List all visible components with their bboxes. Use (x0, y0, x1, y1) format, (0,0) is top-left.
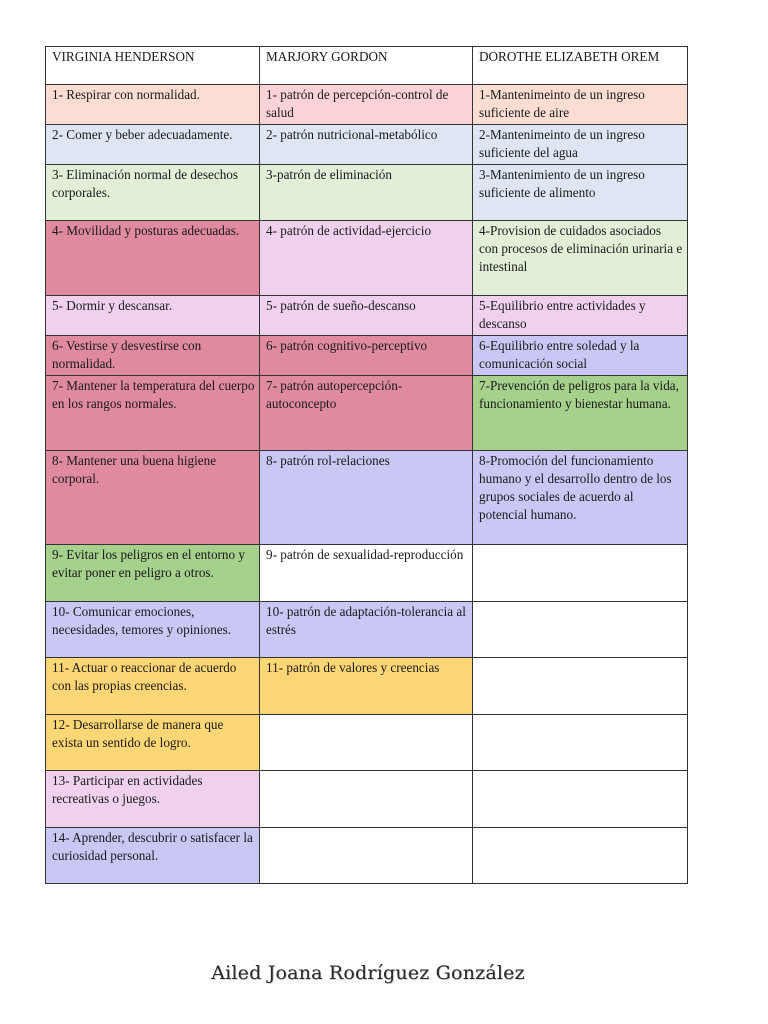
henderson-need-4: 4- Movilidad y posturas adecuadas. (46, 221, 260, 296)
table-row (46, 165, 688, 221)
table-row (46, 771, 688, 828)
henderson-need-1: 1- Respirar con normalidad. (46, 85, 260, 125)
author-signature: Ailed Joana Rodríguez González (211, 962, 525, 984)
gordon-pattern-11: 11- patrón de valores y creencias (260, 658, 473, 715)
table-row (46, 545, 688, 602)
henderson-need-9: 9- Evitar los peligros en el entorno y evitar poner en peligro a otros. (46, 545, 260, 602)
gordon-empty-cell (260, 715, 473, 771)
gordon-pattern-10: 10- patrón de adaptación-tolerancia al estrés (260, 602, 473, 658)
henderson-need-5: 5- Dormir y descansar. (46, 296, 260, 336)
table-row (46, 828, 688, 884)
orem-empty-cell (473, 658, 688, 715)
orem-requisite-3: 3-Mantenimiento de un ingreso suficiente de alimento (473, 165, 688, 221)
orem-empty-cell (473, 715, 688, 771)
table-header-row (46, 47, 688, 85)
orem-empty-cell (473, 545, 688, 602)
gordon-empty-cell (260, 828, 473, 884)
gordon-pattern-3: 3-patrón de eliminación (260, 165, 473, 221)
henderson-need-10: 10- Comunicar emociones, necesidades, temores y opiniones. (46, 602, 260, 658)
table-row (46, 602, 688, 658)
orem-empty-cell (473, 771, 688, 828)
henderson-need-3: 3- Eliminación normal de desechos corporales. (46, 165, 260, 221)
orem-requisite-6: 6-Equilibrio entre soledad y la comunicación social (473, 336, 688, 376)
gordon-pattern-7: 7- patrón autopercepción-autoconcepto (260, 376, 473, 451)
orem-empty-cell (473, 828, 688, 884)
table-row (46, 125, 688, 165)
gordon-pattern-4: 4- patrón de actividad-ejercicio (260, 221, 473, 296)
gordon-pattern-5: 5- patrón de sueño-descanso (260, 296, 473, 336)
table-row (46, 376, 688, 451)
header-gordon: MARJORY GORDON (260, 47, 473, 85)
gordon-pattern-8: 8- patrón rol-relaciones (260, 451, 473, 545)
comparison-table (45, 46, 688, 884)
gordon-pattern-6: 6- patrón cognitivo-perceptivo (260, 336, 473, 376)
orem-requisite-1: 1-Mantenimeinto de un ingreso suficiente de aire (473, 85, 688, 125)
henderson-need-11: 11- Actuar o reaccionar de acuerdo con las propias creencias. (46, 658, 260, 715)
orem-requisite-7: 7-Prevención de peligros para la vida, funcionamiento y bienestar humana. (473, 376, 688, 451)
henderson-need-6: 6- Vestirse y desvestirse con normalidad. (46, 336, 260, 376)
table-row (46, 715, 688, 771)
table-row (46, 296, 688, 336)
orem-requisite-2: 2-Mantenimeinto de un ingreso suficiente del agua (473, 125, 688, 165)
henderson-need-14: 14- Aprender, descubrir o satisfacer la curiosidad personal. (46, 828, 260, 884)
orem-requisite-5: 5-Equilibrio entre actividades y descanso (473, 296, 688, 336)
header-henderson: VIRGINIA HENDERSON (46, 47, 260, 85)
orem-requisite-4: 4-Provision de cuidados asociados con procesos de eliminación urinaria e intestinal (473, 221, 688, 296)
gordon-empty-cell (260, 771, 473, 828)
gordon-pattern-9: 9- patrón de sexualidad-reproducción (260, 545, 473, 602)
henderson-need-12: 12- Desarrollarse de manera que exista un sentido de logro. (46, 715, 260, 771)
table-row (46, 451, 688, 545)
table-row (46, 221, 688, 296)
header-orem: DOROTHE ELIZABETH OREM (473, 47, 688, 85)
table-row (46, 85, 688, 125)
henderson-need-13: 13- Participar en actividades recreativas o juegos. (46, 771, 260, 828)
orem-empty-cell (473, 602, 688, 658)
table-row (46, 658, 688, 715)
table-row (46, 336, 688, 376)
gordon-pattern-1: 1- patrón de percepción-control de salud (260, 85, 473, 125)
henderson-need-8: 8- Mantener una buena higiene corporal. (46, 451, 260, 545)
orem-requisite-8: 8-Promoción del funcionamiento humano y el desarrollo dentro de los grupos sociales de acuerdo al potencial humano. (473, 451, 688, 545)
henderson-need-2: 2- Comer y beber adecuadamente. (46, 125, 260, 165)
henderson-need-7: 7- Mantener la temperatura del cuerpo en los rangos normales. (46, 376, 260, 451)
gordon-pattern-2: 2- patrón nutricional-metabólico (260, 125, 473, 165)
